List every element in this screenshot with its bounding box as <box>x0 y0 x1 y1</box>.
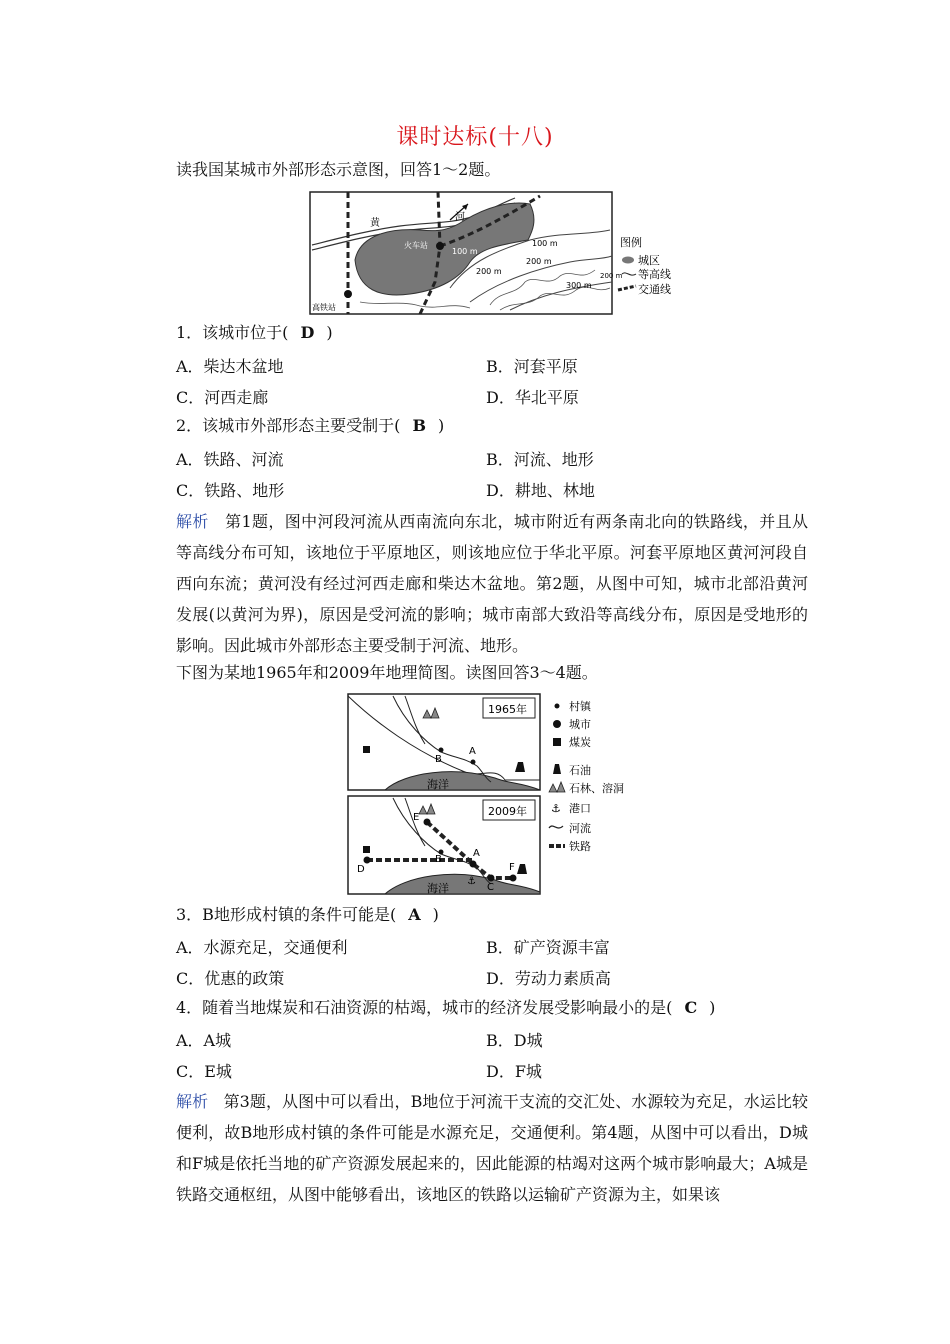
map2-year1: 1965年 <box>488 703 527 716</box>
page-title: 课时达标(十八) <box>396 125 554 150</box>
map2-legend-city: 城市 <box>569 718 591 731</box>
q3-answer: A <box>408 905 421 924</box>
train-station-dot <box>436 242 444 250</box>
analysis-2-label: 解析 <box>176 1092 209 1111</box>
map1-river-char2: 河 <box>455 212 465 223</box>
village-a-1965 <box>471 760 476 765</box>
coal-2009 <box>363 846 370 853</box>
map2-legend-port: 港口 <box>569 802 591 815</box>
q3-option-a: A．水源充足，交通便利 <box>176 938 348 957</box>
legend-contour-swatch <box>622 273 636 275</box>
map1-c300: 300 m <box>566 281 592 290</box>
analysis-2-text: 第3题，从图中可以看出，B地位于河流干支流的交汇处、水源较为充足，水运比较便利，故B地形成村镇的条件可能是水源充足，交通便利。第4题，从图中可以看出，D城和F城是依托当地的矿产资源发展起来的，因此能源的枯竭对这两个城市影响最大；A城是铁路交通枢纽，从图中能够看出，该地区的铁路以运输矿产资源为主，如果该 <box>176 1092 808 1204</box>
port-icon: ⚓ <box>467 876 476 887</box>
village-b-1965 <box>439 748 444 753</box>
map2-a-2009: A <box>473 848 480 859</box>
q4-option-d: D．F城 <box>486 1062 542 1081</box>
analysis-1 <box>176 506 808 661</box>
city-a <box>470 861 477 868</box>
q4-stem: 4．随着当地煤炭和石油资源的枯竭，城市的经济发展受影响最小的是( C ) <box>176 998 716 1017</box>
map2-a-1965: A <box>469 746 476 757</box>
q1-stem: 1．该城市位于( D ) <box>176 323 333 342</box>
legend-transport-swatch <box>618 286 636 290</box>
city-e <box>424 819 431 826</box>
map1-legend-contour-mark: 200 m <box>600 272 623 280</box>
map2-e: E <box>413 812 420 823</box>
map1-legend-transport: 交通线 <box>638 283 671 296</box>
legend-city-swatch <box>622 257 634 264</box>
q1-answer: D <box>300 323 315 342</box>
map2-b-2009: B <box>435 854 442 865</box>
q4-option-a: A．A城 <box>176 1031 232 1050</box>
map2-legend-village: 村镇 <box>569 700 591 713</box>
map2-sea: 海洋 <box>427 778 449 791</box>
map2-c: C <box>487 882 494 893</box>
analysis-2 <box>176 1086 808 1210</box>
city-map-figure <box>300 190 685 318</box>
q3-option-b: B．矿产资源丰富 <box>486 938 610 957</box>
q4-option-c: C．E城 <box>176 1062 232 1081</box>
q2-option-d: D．耕地、林地 <box>486 481 595 500</box>
map1-c200b: 200 m <box>526 257 552 266</box>
q4-answer: C <box>684 998 698 1017</box>
hs-station-dot <box>344 290 352 298</box>
analysis-1-text: 第1题，图中河段河流从西南流向东北，城市附近有两条南北向的铁路线，并且从等高线分布可知，该地位于平原地区，则该地应位于华北平原。河套平原地区黄河河段自西向东流；黄河没有经过河西走廊和柴达木盆地。第2题，从图中可知，城市北部沿黄河发展(以黄河为界)，原因是受河流的影响；城市南部大致沿等高线分布，原因是受地形的影响。因此城市外部形态主要受制于河流、地形。 <box>176 512 808 655</box>
q2-answer: B <box>412 416 426 435</box>
q2-option-a: A．铁路、河流 <box>176 450 284 469</box>
city-d <box>364 857 371 864</box>
map1-c100a: 100 m <box>452 247 478 256</box>
map2-legend-coal: 煤炭 <box>569 736 591 749</box>
map2-sea2: 海洋 <box>427 882 449 895</box>
intro-2: 下图为某地1965年和2009年地理简图。读图回答3～4题。 <box>176 663 598 682</box>
city-c <box>488 875 495 882</box>
q4-option-b: B．D城 <box>486 1031 543 1050</box>
region-maps-figure <box>345 692 645 896</box>
map2-legend-railway: 铁路 <box>569 840 591 853</box>
map2-b-1965: B <box>435 754 442 765</box>
q1-option-b: B．河套平原 <box>486 357 578 376</box>
map1-c100b: 100 m <box>532 239 558 248</box>
map1-train-station: 火车站 <box>404 241 428 250</box>
q2-stem: 2．该城市外部形态主要受制于( B ) <box>176 416 445 435</box>
map1-c200a: 200 m <box>476 267 502 276</box>
q1-option-c: C．河西走廊 <box>176 388 269 407</box>
coal-1965 <box>363 746 370 753</box>
q3-stem: 3．B地形成村镇的条件可能是( A ) <box>176 905 439 924</box>
map1-legend-contour: 等高线 <box>638 268 671 281</box>
q1-option-d: D．华北平原 <box>486 388 579 407</box>
q2-option-b: B．河流、地形 <box>486 450 594 469</box>
map1-river-char1: 黄 <box>370 218 380 229</box>
map1-legend-city: 城区 <box>638 254 660 267</box>
map1-hs-station: 高铁站 <box>312 303 336 312</box>
q2-option-c: C．铁路、地形 <box>176 481 285 500</box>
map2-legend-karst: 石林、溶洞 <box>569 782 624 795</box>
map1-legend-title: 图例 <box>620 236 642 249</box>
map2-legend-river: 河流 <box>569 822 591 835</box>
map2-d: D <box>357 864 365 875</box>
map2-year2: 2009年 <box>488 805 527 818</box>
map2-legend-oil: 石油 <box>569 764 591 777</box>
analysis-1-label: 解析 <box>176 512 209 531</box>
city-f <box>510 875 517 882</box>
intro-1: 读我国某城市外部形态示意图，回答1～2题。 <box>176 160 501 179</box>
q3-option-c: C．优惠的政策 <box>176 969 285 988</box>
map2-f: F <box>509 862 515 873</box>
q3-option-d: D．劳动力素质高 <box>486 969 611 988</box>
legend-port-icon: ⚓ <box>551 802 561 815</box>
q1-option-a: A．柴达木盆地 <box>176 357 284 376</box>
